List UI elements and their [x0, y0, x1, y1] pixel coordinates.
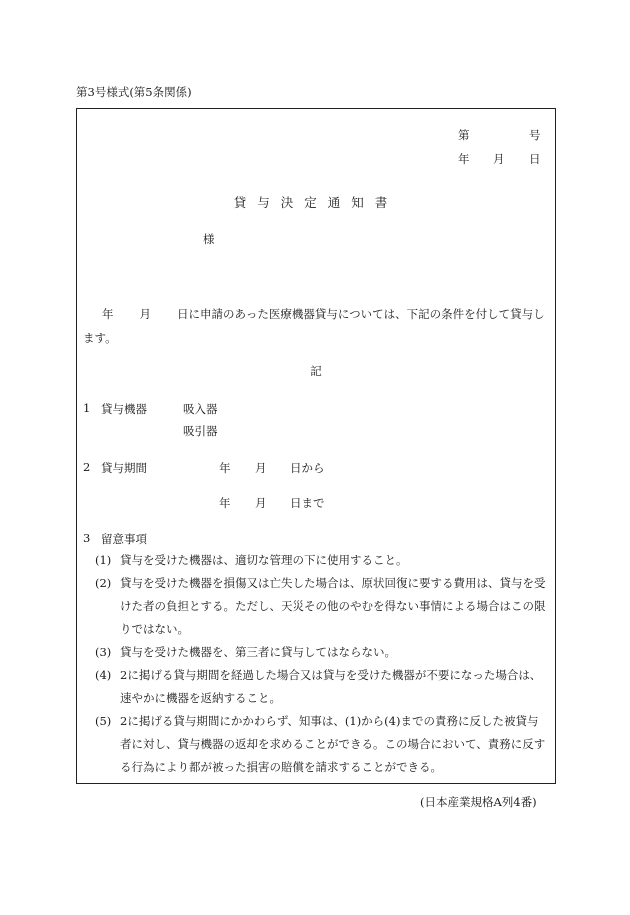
note-mark: (4): [95, 668, 112, 682]
form-number-label: 第3号様式(第5条関係): [76, 85, 192, 99]
document-title: 貸与決定通知書: [233, 195, 399, 210]
period-from-month: 月: [255, 461, 267, 475]
note-text: 2に掲げる貸与期間を経過した場合又は貸与を受けた機器が不要になった場合は、速やかに機器を返納すること。: [120, 668, 542, 705]
body-month: 月: [139, 307, 151, 321]
note-item: [87, 710, 549, 779]
item2-label: 貸与期間: [101, 461, 147, 475]
item3-number: 3: [83, 531, 91, 545]
date-year: 年: [458, 152, 470, 166]
period-from-day: 日から: [290, 461, 325, 475]
ki-marker: 記: [310, 364, 322, 378]
note-mark: (3): [95, 645, 112, 659]
period-to-year: 年: [219, 496, 231, 510]
note-item: [87, 641, 549, 664]
note-text: 貸与を受けた機器を損傷又は亡失した場合は、原状回復に要する費用は、貸与を受けた者の負担とする。ただし、天災その他のやむを得ない事情による場合はこの限りではない。: [120, 576, 546, 636]
item1-label: 貸与機器: [101, 402, 147, 416]
period-to-month: 月: [255, 496, 267, 510]
body-year: 年: [102, 307, 114, 321]
notes-list: [87, 549, 549, 779]
number-prefix: 第: [458, 128, 470, 142]
paper-size-note: (日本産業規格A列4番): [420, 795, 537, 809]
note-mark: (2): [95, 576, 112, 590]
item1-value-inhaler: 吸入器: [183, 402, 218, 416]
date-day: 日: [529, 152, 541, 166]
date-month: 月: [493, 152, 505, 166]
period-to-day: 日まで: [290, 496, 325, 510]
note-text: 貸与を受けた機器は、適切な管理の下に使用すること。: [120, 553, 408, 567]
note-mark: (5): [95, 714, 112, 728]
note-mark: (1): [95, 553, 112, 567]
addressee-suffix: 様: [203, 232, 215, 246]
item1-value-aspirator: 吸引器: [183, 424, 218, 438]
note-item: [87, 549, 549, 572]
item3-label: 留意事項: [101, 532, 147, 546]
item2-number: 2: [83, 460, 91, 474]
body-text: 日に申請のあった医療機器貸与については、下記の条件を付して貸与します。: [83, 307, 545, 345]
notice-document: [76, 108, 556, 784]
notice-body: [83, 302, 551, 350]
item1-number: 1: [83, 401, 91, 415]
note-item: [87, 664, 549, 710]
note-text: 貸与を受けた機器を、第三者に貸与してはならない。: [120, 645, 396, 659]
note-item: [87, 572, 549, 641]
note-text: 2に掲げる貸与期間にかかわらず、知事は、(1)から(4)までの責務に反した被貸与者に対し、貸与機器の返却を求めることができる。この場合において、責務に反する行為により都が被った損害の賠償を請求することができる。: [120, 714, 546, 774]
period-from-year: 年: [219, 461, 231, 475]
number-suffix: 号: [529, 128, 541, 142]
